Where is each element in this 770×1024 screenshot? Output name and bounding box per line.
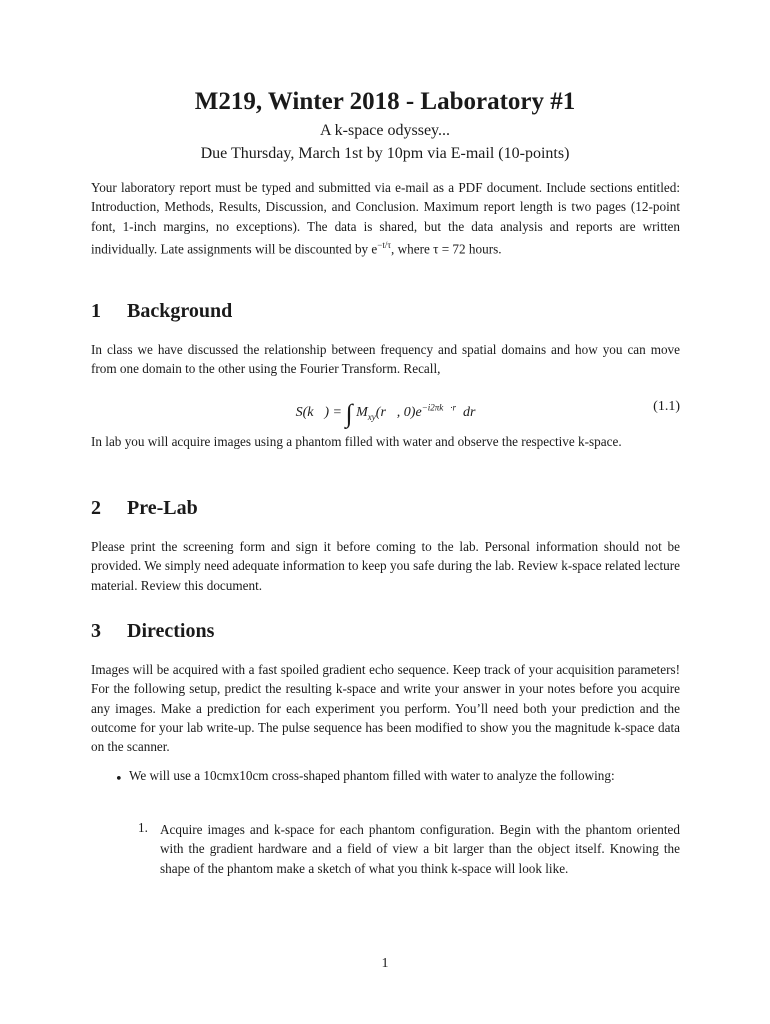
equation-number: (1.1) [653,399,680,414]
page-title: M219, Winter 2018 - Laboratory #1 [194,88,576,115]
equation-integrand-sub: xy [367,411,376,422]
intro-paragraph [91,178,680,259]
equation-args: (r⃗, 0)e [375,405,422,420]
enum-number: 1. [138,820,148,835]
intro-exponent: −t/τ [377,239,391,250]
integral-symbol: ∫ [345,399,353,428]
page-number: 1 [381,956,389,971]
equation-tail: dr⃗ [463,405,487,420]
section-heading-prelab [91,497,198,520]
equation-exponent: −i2πk⃗·r⃗ [421,402,464,413]
bullet-item: We will use a 10cmx10cm cross-shaped phantom filled with water to analyze the following: [129,768,615,783]
equation-lhs: S(k⃗) = [295,405,342,420]
background-paragraph-2: In lab you will acquire images using a phantom filled with water and observe the respective k-space. [91,434,622,449]
enum-item: Acquire images and k-space for each phantom configuration. Begin with the phantom oriented with the gradient hardware and a field of view a bit larger than the object itself. Knowing the shape of the phantom make a sketch of what you think k-space will look like. [160,822,680,876]
directions-paragraph: Images will be acquired with a fast spoiled gradient echo sequence. Keep track of your acquisition parameters! For the following setup, predict the resulting k-space and write your answer in your notes before you acquire any images. Make a prediction for each experiment you perform. You’ll need both your prediction and the outcome for your lab write-up. The pulse sequence has been modified to show you the magnitude k-space data on the scanner. [91,662,680,755]
page-subtitle: A k-space odyssey... [319,122,451,139]
equation-block [91,393,680,428]
section-title: Directions [127,620,215,642]
fourier-equation [291,399,491,429]
section-title: Pre-Lab [127,497,198,519]
intro-text: Your laboratory report must be typed and submitted via e-mail as a PDF document. Include sections entitled: Introduction, Methods, Results, Discussion, and Conclusion. Maximum report length is two pages (12-point font, 1-inch margins, no exceptions). The data is shared, but the data analysis and reports are written individually. Late assignments will be discounted by e [91,180,680,257]
due-date-line: Due Thursday, March 1st by 10pm via E-mail (10-points) [200,145,570,162]
intro-tail: , where τ = 72 hours. [391,241,502,257]
prelab-paragraph: Please print the screening form and sign it before coming to the lab. Personal information should not be provided. We simply need adequate information to keep you safe during the lab. Review k-space related lecture material. Review this document. [91,539,680,593]
section-number: 2 [91,497,101,519]
section-heading-directions [91,620,214,643]
equation-integrand: M [356,405,368,420]
bullet-marker: • [115,772,123,787]
section-title: Background [127,300,233,322]
background-paragraph: In class we have discussed the relationship between frequency and spatial domains and how you can move from one domain to the other using the Fourier Transform. Recall, [91,342,680,377]
section-number: 1 [91,300,101,322]
section-heading-background [91,300,232,323]
section-number: 3 [91,620,101,642]
